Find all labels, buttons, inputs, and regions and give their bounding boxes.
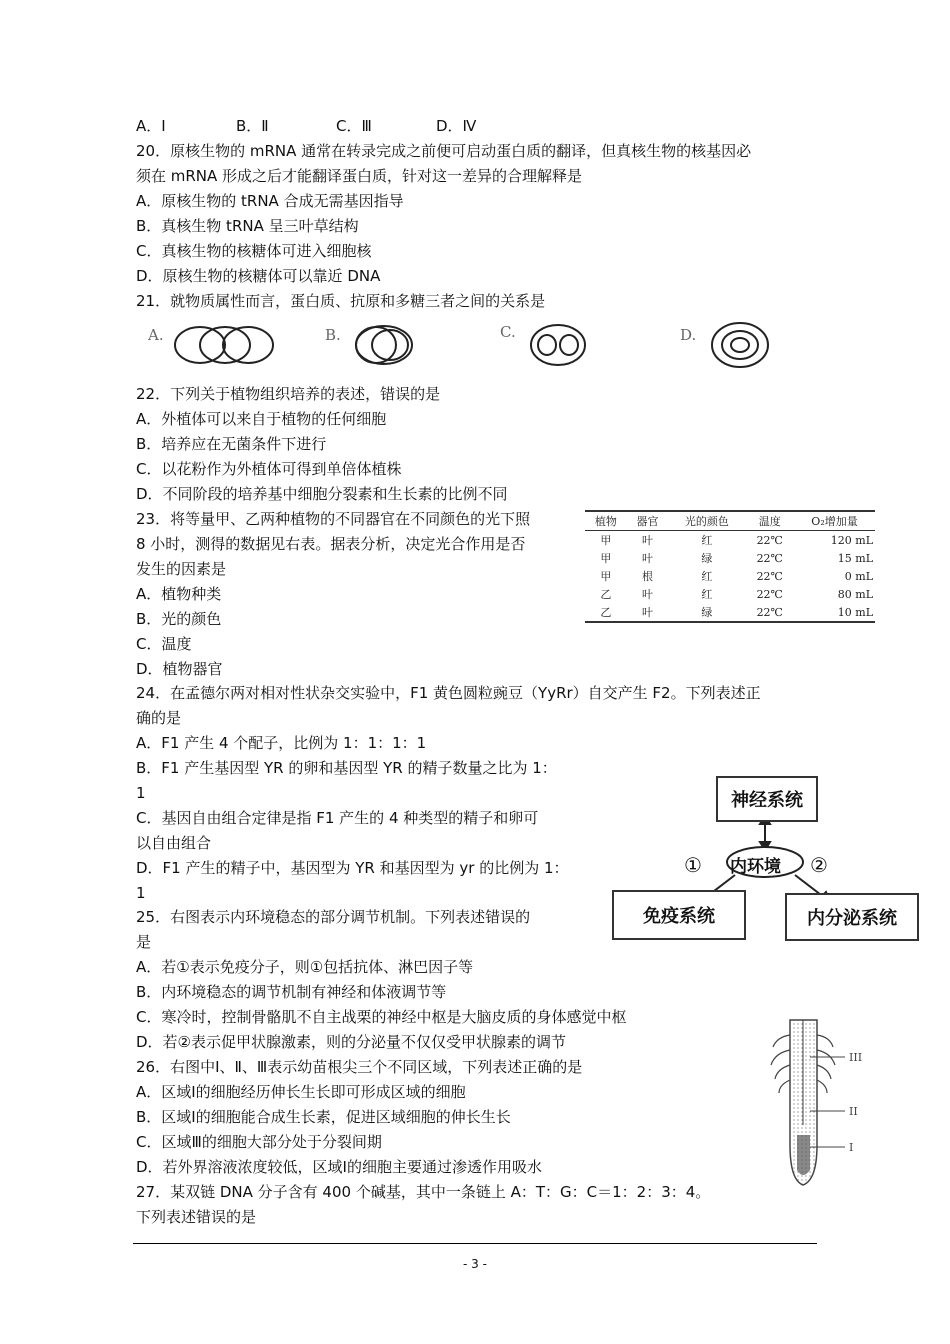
q26-option-a: A．区域Ⅰ的细胞经历伸长生长即可形成区域的细胞 xyxy=(136,1083,466,1101)
q24-stem-line2: 确的是 xyxy=(136,709,182,727)
q24-option-b-line2: 1 xyxy=(136,784,146,802)
q26-option-b: B．区域Ⅰ的细胞能合成生长素，促进区域细胞的伸长生长 xyxy=(136,1108,511,1126)
table-header: 器官 xyxy=(627,511,669,531)
table-header-row xyxy=(585,511,875,531)
table-cell: 22℃ xyxy=(745,603,794,622)
q21-venn-c xyxy=(531,325,585,365)
table-row xyxy=(585,585,875,603)
q21-venn-figures xyxy=(140,315,780,375)
q19-option-c: C．Ⅲ xyxy=(336,117,372,135)
table-cell: 叶 xyxy=(627,603,669,622)
q26-option-d: D．若外界溶液浓度较低，区域Ⅰ的细胞主要通过渗透作用吸水 xyxy=(136,1158,542,1176)
table-cell: 叶 xyxy=(642,534,654,547)
q25-option-c: C．寒冷时，控制骨骼肌不自主战栗的神经中枢是大脑皮质的身体感觉中枢 xyxy=(136,1008,627,1026)
table-row xyxy=(585,549,875,567)
table-cell: 绿 xyxy=(701,552,713,565)
table-cell: 乙 xyxy=(600,588,612,601)
q24-option-c-line1: C．基因自由组合定律是指 F1 产生的 4 种类型的精子和卵可 xyxy=(136,809,539,827)
table-cell: 甲 xyxy=(600,552,612,565)
q23-option-a: A．植物种类 xyxy=(136,585,222,603)
q23-option-b: B．光的颜色 xyxy=(136,610,222,628)
table-cell: 22℃ xyxy=(756,533,783,547)
q22-option-d: D．不同阶段的培养基中细胞分裂素和生长素的比例不同 xyxy=(136,485,508,503)
q23-stem-line3: 发生的因素是 xyxy=(136,560,227,578)
table-cell: 红 xyxy=(701,570,713,583)
table-header: 植物 xyxy=(585,511,627,531)
table-cell: 甲 xyxy=(600,570,612,583)
q24-option-d-line2: 1 xyxy=(136,884,146,902)
q23-option-d: D．植物器官 xyxy=(136,660,223,678)
q20-stem-line2: 须在 mRNA 形成之后才能翻译蛋白质，针对这一差异的合理解释是 xyxy=(136,167,583,185)
table-cell: 80 mL xyxy=(837,587,873,601)
page-number: - 3 - xyxy=(463,1257,487,1271)
q21-label-a: A. xyxy=(148,326,164,344)
q19-option-b: B．Ⅱ xyxy=(236,117,269,135)
q20-option-d: D．原核生物的核糖体可以靠近 DNA xyxy=(136,267,381,285)
table-cell: 10 mL xyxy=(794,603,875,622)
q25-option-d: D．若②表示促甲状腺激素，则的分泌量不仅仅受甲状腺素的调节 xyxy=(136,1033,567,1051)
q25-internal-environment: 内环境 xyxy=(730,857,781,877)
q25-mark-2: ② xyxy=(810,853,828,877)
q24-option-c-line2: 以自由组合 xyxy=(136,834,212,852)
q25-endocrine-system-box: 内分泌系统 xyxy=(785,893,919,941)
q24-option-d-line1: D．F1 产生的精子中，基因型为 YR 和基因型为 yr 的比例为 1： xyxy=(136,859,569,877)
q23-stem-line2: 8 小时，测得的数据见右表。据表分析，决定光合作用是否 xyxy=(136,535,526,553)
table-cell: 叶 xyxy=(642,588,654,601)
q24-stem-line1: 24．在孟德尔两对相对性状杂交实验中，F1 黄色圆粒豌豆（YyRr）自交产生 F2。下列表述正 xyxy=(136,684,761,702)
footer-divider xyxy=(133,1243,817,1244)
q27-stem-line1: 27．某双链 DNA 分子含有 400 个碱基，其中一条链上 A：T：G：C＝1：2：3：4。 xyxy=(136,1183,711,1201)
q26-label-iii: III xyxy=(849,1051,863,1064)
q25-nervous-system-box: 神经系统 xyxy=(716,776,818,822)
table-cell: 0 mL xyxy=(844,569,873,583)
table-row xyxy=(585,603,875,622)
q19-option-a: A．Ⅰ xyxy=(136,117,166,135)
table-cell: 15 mL xyxy=(837,551,873,565)
table-cell: 22℃ xyxy=(756,551,783,565)
q22-option-b: B．培养应在无菌条件下进行 xyxy=(136,435,327,453)
q25-stem-line2: 是 xyxy=(136,933,152,951)
table-header: 温度 xyxy=(745,511,794,531)
q23-stem-line1: 23．将等量甲、乙两种植物的不同器官在不同颜色的光下照 xyxy=(136,510,531,528)
q24-option-b-line1: B．F1 产生基因型 YR 的卵和基因型 YR 的精子数量之比为 1： xyxy=(136,759,557,777)
q21-venn-a xyxy=(175,327,273,363)
table-cell: 绿 xyxy=(668,603,745,622)
q26-root-tip-figure xyxy=(765,1015,905,1187)
q22-option-a: A．外植体可以来自于植物的任何细胞 xyxy=(136,410,387,428)
q21-venn-d xyxy=(712,323,768,367)
q26-stem: 26．右图中Ⅰ、Ⅱ、Ⅲ表示幼苗根尖三个不同区域，下列表述正确的是 xyxy=(136,1058,583,1076)
q26-label-ii: II xyxy=(849,1105,858,1118)
q25-option-a: A．若①表示免疫分子，则①包括抗体、淋巴因子等 xyxy=(136,958,474,976)
q21-label-d: D. xyxy=(680,326,697,344)
q19-option-d: D．Ⅳ xyxy=(436,117,477,135)
q19-options xyxy=(136,116,476,136)
q26-label-i: I xyxy=(849,1141,854,1154)
q20-option-c: C．真核生物的核糖体可进入细胞核 xyxy=(136,242,372,260)
q21-label-c: C. xyxy=(500,323,516,341)
table-row xyxy=(585,567,875,585)
q23-data-table xyxy=(585,510,875,623)
q21-stem: 21．就物质属性而言，蛋白质、抗原和多糖三者之间的关系是 xyxy=(136,292,546,310)
q20-option-a: A．原核生物的 tRNA 合成无需基因指导 xyxy=(136,192,404,210)
table-cell: 乙 xyxy=(585,603,627,622)
table-cell: 120 mL xyxy=(830,533,873,547)
table-cell: 甲 xyxy=(600,534,612,547)
q24-option-a: A．F1 产生 4 个配子，比例为 1：1：1：1 xyxy=(136,734,427,752)
q25-mark-1: ① xyxy=(684,853,702,877)
q22-stem: 22．下列关于植物组织培养的表述，错误的是 xyxy=(136,385,441,403)
q25-stem-line1: 25．右图表示内环境稳态的部分调节机制。下列表述错误的 xyxy=(136,908,531,926)
q22-option-c: C．以花粉作为外植体可得到单倍体植株 xyxy=(136,460,402,478)
table-cell: 红 xyxy=(701,588,713,601)
q23-option-c: C．温度 xyxy=(136,635,192,653)
q21-venn-b xyxy=(356,326,412,364)
q20-stem-line1: 20．原核生物的 mRNA 通常在转录完成之前便可启动蛋白质的翻译，但真核生物的核基因必 xyxy=(136,142,752,160)
table-row xyxy=(585,531,875,550)
q21-label-b: B. xyxy=(325,326,341,344)
table-cell: 根 xyxy=(642,570,654,583)
table-cell: 红 xyxy=(701,534,713,547)
table-header: 光的颜色 xyxy=(668,511,745,531)
q27-stem-line2: 下列表述错误的是 xyxy=(136,1208,257,1226)
table-cell: 22℃ xyxy=(756,569,783,583)
table-cell: 叶 xyxy=(642,552,654,565)
table-header: O₂增加量 xyxy=(794,511,875,531)
q26-option-c: C．区域Ⅲ的细胞大部分处于分裂间期 xyxy=(136,1133,382,1151)
q25-option-b: B．内环境稳态的调节机制有神经和体液调节等 xyxy=(136,983,447,1001)
table-cell: 22℃ xyxy=(756,587,783,601)
q25-immune-system-box: 免疫系统 xyxy=(612,890,746,940)
q20-option-b: B．真核生物 tRNA 呈三叶草结构 xyxy=(136,217,359,235)
